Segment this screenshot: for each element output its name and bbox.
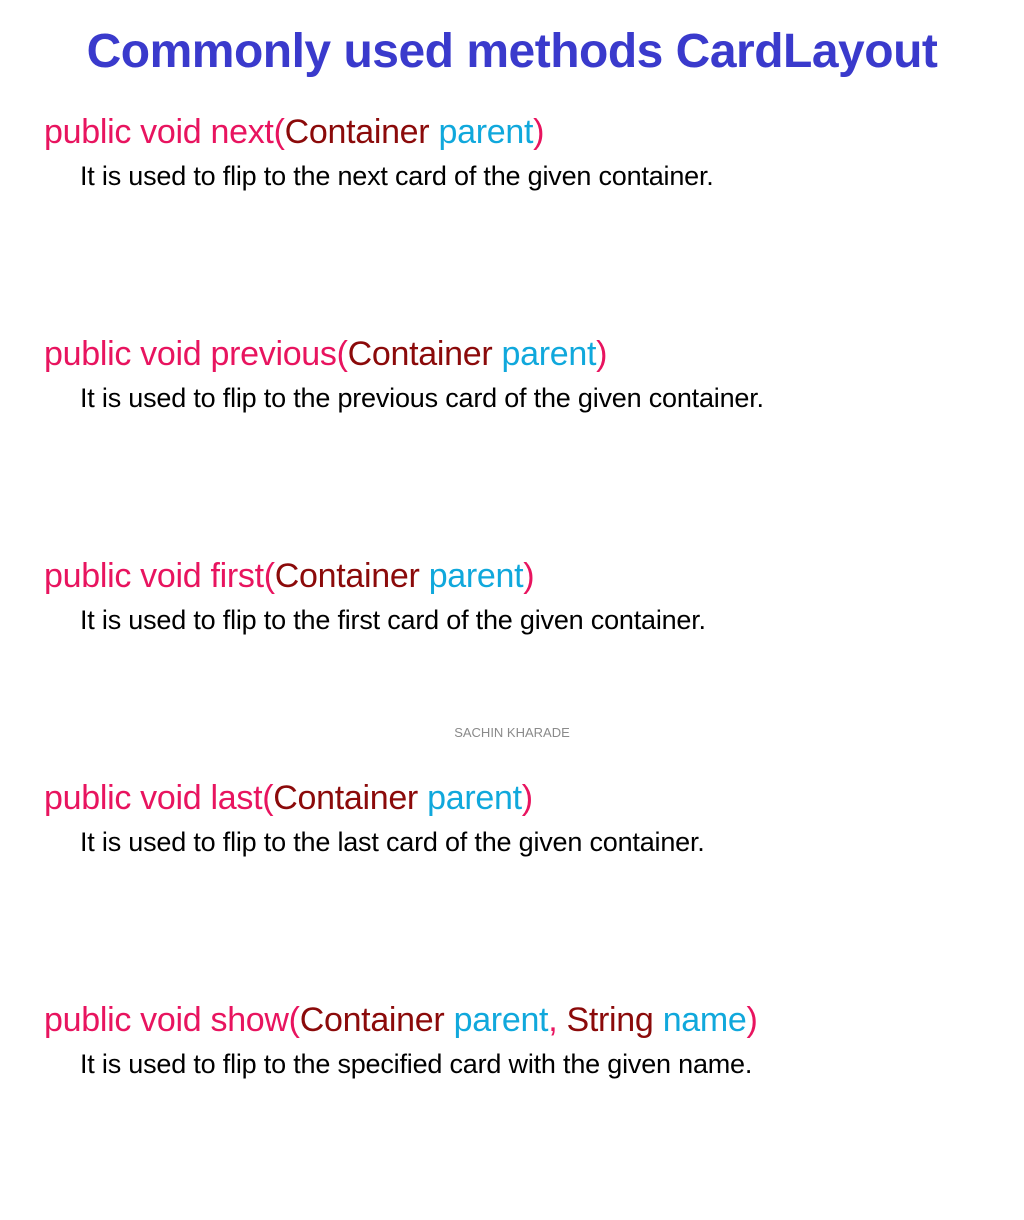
signature-suffix: ) <box>521 779 533 817</box>
signature-prefix: public void previous( <box>44 335 348 373</box>
method-item <box>44 998 1014 1220</box>
method-description: It is used to flip to the next card of the given container. <box>80 161 714 191</box>
param-name: parent <box>438 113 534 151</box>
method-item <box>44 776 1014 998</box>
param-type: Container <box>299 1001 445 1039</box>
method-description: It is used to flip to the first card of the given container. <box>80 605 706 635</box>
signature-prefix: public void first( <box>44 557 275 595</box>
signature-suffix: ) <box>596 335 608 373</box>
method-item <box>44 110 1014 332</box>
param-name: name <box>662 1001 747 1039</box>
param-name: parent <box>428 557 524 595</box>
method-description: It is used to flip to the specified card with the given name. <box>80 1049 753 1079</box>
param-type: String <box>566 1001 654 1039</box>
signature-prefix: public void next( <box>44 113 285 151</box>
param-type: Container <box>284 113 430 151</box>
signature-prefix: public void show( <box>44 1001 300 1039</box>
param-separator: , <box>548 1001 567 1039</box>
method-item <box>44 554 1014 776</box>
signature-suffix: ) <box>746 1001 758 1039</box>
method-item <box>44 332 1014 554</box>
method-description: It is used to flip to the last card of the given container. <box>80 827 705 857</box>
method-signature <box>44 776 1014 824</box>
signature-prefix: public void last( <box>44 779 274 817</box>
method-signature <box>44 998 1014 1046</box>
param-name: parent <box>453 1001 549 1039</box>
method-list <box>44 110 1014 1220</box>
param-type: Container <box>274 557 420 595</box>
method-signature <box>44 110 1014 158</box>
method-description: It is used to flip to the previous card of the given container. <box>80 383 764 413</box>
slide-footer: SACHIN KHARADE <box>454 725 570 740</box>
param-type: Container <box>347 335 493 373</box>
signature-suffix: ) <box>533 113 545 151</box>
method-signature <box>44 332 1014 380</box>
param-type: Container <box>273 779 418 817</box>
method-signature <box>44 554 1014 602</box>
slide-title: Commonly used methods CardLayout <box>86 25 938 78</box>
signature-suffix: ) <box>523 557 535 595</box>
param-name: parent <box>501 335 597 373</box>
param-name: parent <box>427 779 522 817</box>
